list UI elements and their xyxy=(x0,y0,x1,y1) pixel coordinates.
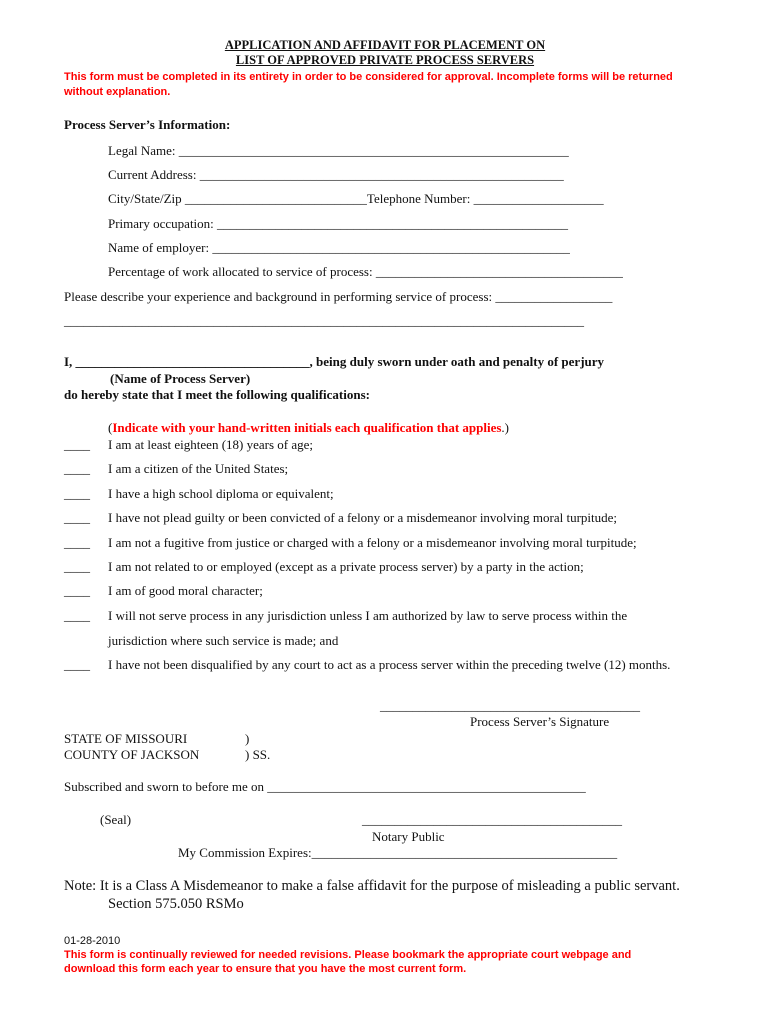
qualification-item-1: I am at least eighteen (18) years of age; xyxy=(108,437,314,452)
signature-line[interactable]: ________________________________________ xyxy=(380,698,640,713)
primary-occupation-field[interactable]: Primary occupation: ______________________________________________________ xyxy=(108,216,569,231)
qualification-item-8-cont: jurisdiction where such service is made; and xyxy=(108,633,339,648)
form-title-line2: LIST OF APPROVED PRIVATE PROCESS SERVERS xyxy=(235,53,535,67)
initial-blank-7[interactable]: ____ xyxy=(64,583,90,598)
qualification-item-5: I am not a fugitive from justice or charged with a felony or a misdemeanor involving moral turpitude; xyxy=(108,535,637,550)
qualification-item-2: I am a citizen of the United States; xyxy=(108,461,289,476)
warning-line1: This form must be completed in its entirety in order to be considered for approval. Incomplete forms will be returned xyxy=(64,71,673,83)
city-state-zip-field[interactable]: City/State/Zip ____________________________Telephone Number: ____________________ xyxy=(108,191,604,206)
qualification-item-7: I am of good moral character; xyxy=(108,583,263,598)
percentage-field[interactable]: Percentage of work allocated to service of process: ______________________________________ xyxy=(108,264,623,279)
signature-caption: Process Server’s Signature xyxy=(470,714,610,729)
initial-blank-4[interactable]: ____ xyxy=(64,510,90,525)
venue-ss: ) SS. xyxy=(245,747,271,762)
form-title-line1: APPLICATION AND AFFIDAVIT FOR PLACEMENT ON xyxy=(224,38,546,52)
misdemeanor-note: Note: It is a Class A Misdemeanor to make a false affidavit for the purpose of misleading a public servant. xyxy=(64,878,680,894)
qualification-item-3: I have a high school diploma or equivalent; xyxy=(108,486,334,501)
oath-line[interactable]: I, ____________________________________, being duly sworn under oath and penalty of perjury xyxy=(64,354,605,369)
statute-reference: Section 575.050 RSMo xyxy=(108,896,244,912)
qualification-item-8: I will not serve process in any jurisdiction unless I am authorized by law to serve process within the xyxy=(108,608,628,623)
form-date: 01-28-2010 xyxy=(64,935,121,947)
revision-notice-line2: download this form each year to ensure that you have the most current form. xyxy=(64,963,467,975)
venue-county: COUNTY OF JACKSON xyxy=(64,747,200,762)
initial-blank-5[interactable]: ____ xyxy=(64,535,90,550)
initial-blank-2[interactable]: ____ xyxy=(64,461,90,476)
experience-field-cont[interactable]: ________________________________________________________________________________ xyxy=(64,313,584,328)
initial-blank-3[interactable]: ____ xyxy=(64,486,90,501)
venue-paren: ) xyxy=(245,731,250,746)
initial-blank-9[interactable]: ____ xyxy=(64,657,90,672)
qualification-instruction: (Indicate with your hand-written initials each qualification that applies.) xyxy=(108,420,510,435)
employer-field[interactable]: Name of employer: _______________________________________________________ xyxy=(108,240,570,255)
qualification-item-9: I have not been disqualified by any court to act as a process server within the preceding twelve (12) months. xyxy=(108,657,671,672)
initial-blank-6[interactable]: ____ xyxy=(64,559,90,574)
section-title-info: Process Server’s Information: xyxy=(64,117,231,132)
initial-blank-8[interactable]: ____ xyxy=(64,608,90,623)
initial-blank-1[interactable]: ____ xyxy=(64,437,90,452)
name-caption: (Name of Process Server) xyxy=(110,371,251,386)
warning-line2: without explanation. xyxy=(64,86,171,98)
qualification-item-4: I have not plead guilty or been convicted of a felony or a misdemeanor involving moral turpitude; xyxy=(108,510,618,525)
qualification-item-6: I am not related to or employed (except as a private process server) by a party in the action; xyxy=(108,559,584,574)
oath-statement: do hereby state that I meet the following qualifications: xyxy=(64,387,370,402)
experience-field[interactable]: Please describe your experience and background in performing service of process: __________________ xyxy=(64,289,613,304)
legal-name-field[interactable]: Legal Name: ____________________________________________________________ xyxy=(108,143,569,158)
venue-state: STATE OF MISSOURI xyxy=(64,731,188,746)
revision-notice-line1: This form is continually reviewed for needed revisions. Please bookmark the appropriate court webpage and xyxy=(64,949,632,961)
subscribed-field[interactable]: Subscribed and sworn to before me on _________________________________________________ xyxy=(64,779,586,794)
notary-caption: Notary Public xyxy=(372,829,445,844)
commission-expires-field[interactable]: My Commission Expires:_______________________________________________ xyxy=(178,845,618,860)
notary-signature-line[interactable]: ________________________________________ xyxy=(362,812,622,827)
current-address-field[interactable]: Current Address: ________________________________________________________ xyxy=(108,167,564,182)
instruction-red-text: Indicate with your hand-written initials each qualification that applies xyxy=(112,420,502,435)
seal-label: (Seal) xyxy=(100,812,132,827)
